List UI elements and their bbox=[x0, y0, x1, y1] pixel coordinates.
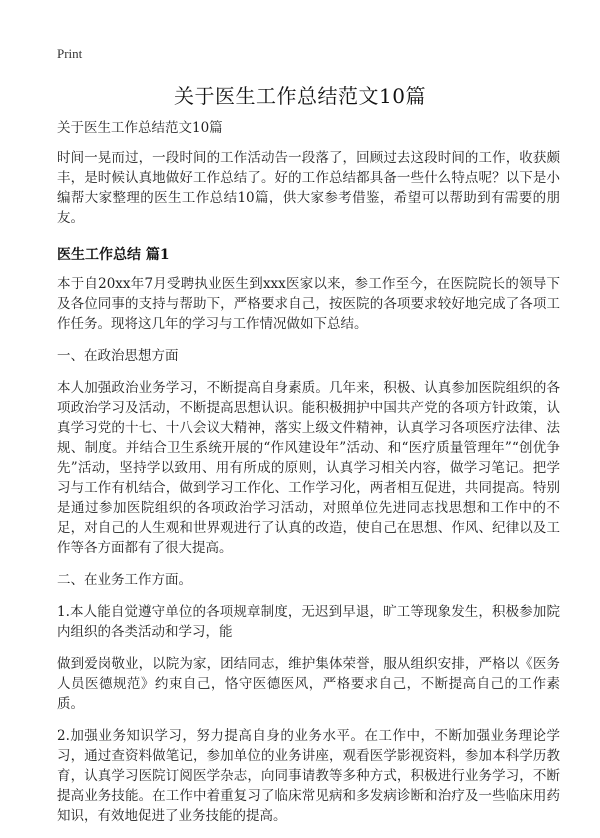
print-link[interactable]: Print bbox=[57, 46, 83, 61]
paragraph-3: 1.本人能自觉遵守单位的各项规章制度，无迟到早退，旷工等现象发生，积极参加院内组织的各类活动和学习，能 bbox=[57, 604, 560, 640]
section-heading: 医生工作总结 篇1 bbox=[57, 247, 170, 263]
paragraph-1: 本于自20xx年7月受聘执业医生到xxx医家以来，参工作至今，在医院院长的领导下及各位同事的支持与帮助下，严格要求自己，按医院的各项要求较好地完成了各项工作任务。现将这几年的学习与工作情况做如下总结。 bbox=[57, 276, 560, 332]
document-body bbox=[57, 118, 560, 838]
paragraph-4: 做到爱岗敬业，以院为家，团结同志，维护集体荣誉，服从组织安排，严格以《医务人员医德规范》约束自己，恪守医德医风，严格要求自己，不断提高自己的工作素质。 bbox=[57, 656, 560, 712]
subheading-politics: 一、在政治思想方面 bbox=[57, 348, 179, 364]
page-title: 关于医生工作总结范文10篇 bbox=[174, 84, 426, 108]
document-subtitle: 关于医生工作总结范文10篇 bbox=[57, 120, 223, 136]
paragraph-2: 本人加强政治业务学习，不断提高自身素质。几年来，积极、认真参加医院组织的各项政治学习及活动，不断提高思想认识。能积极拥护中国共产党的各项方针政策，认真学习党的十七、十八会议大精神，落实上级文件精神，认真学习各项医疗法律、法规、制度。并结合卫生系统开展的“作风建设年”活动、和“医疗质量管理年”“创优争先”活动，坚持学以致用、用有所成的原则，认真学习相关内容，做学习笔记。把学习与工作有机结合，做到学习工作化、工作学习化，两者相互促进，共同提高。特别是通过参加医院组织的各项政治学习活动，对照单位先进同志找思想和工作中的不足，对自己的人生观和世界观进行了认真的改造，使自己在思想、作风、纪律以及工作等各方面都有了很大提高。 bbox=[57, 380, 560, 556]
subheading-business: 二、在业务工作方面。 bbox=[57, 572, 192, 588]
intro-paragraph: 时间一晃而过，一段时间的工作活动告一段落了，回顾过去这段时间的工作，收获颇丰，是时候认真地做好工作总结了。好的工作总结都具备一些什么特点呢？以下是小编帮大家整理的医生工作总结10篇，供大家参考借鉴，希望可以帮助到有需要的朋友。 bbox=[57, 150, 560, 226]
paragraph-5: 2.加强业务知识学习，努力提高自身的业务水平。在工作中，不断加强业务理论学习，通过查资料做笔记，参加单位的业务讲座，观看医学影视资料，参加本科学历教育，认真学习医院订阅医学杂志，向同事请教等多种方式，积极进行业务学习，不断提高业务技能。在工作中着重复习了临床常见病和多发病诊断和治疗及一些临床用药知识，有效地促进了业务技能的提高。 bbox=[57, 728, 560, 824]
